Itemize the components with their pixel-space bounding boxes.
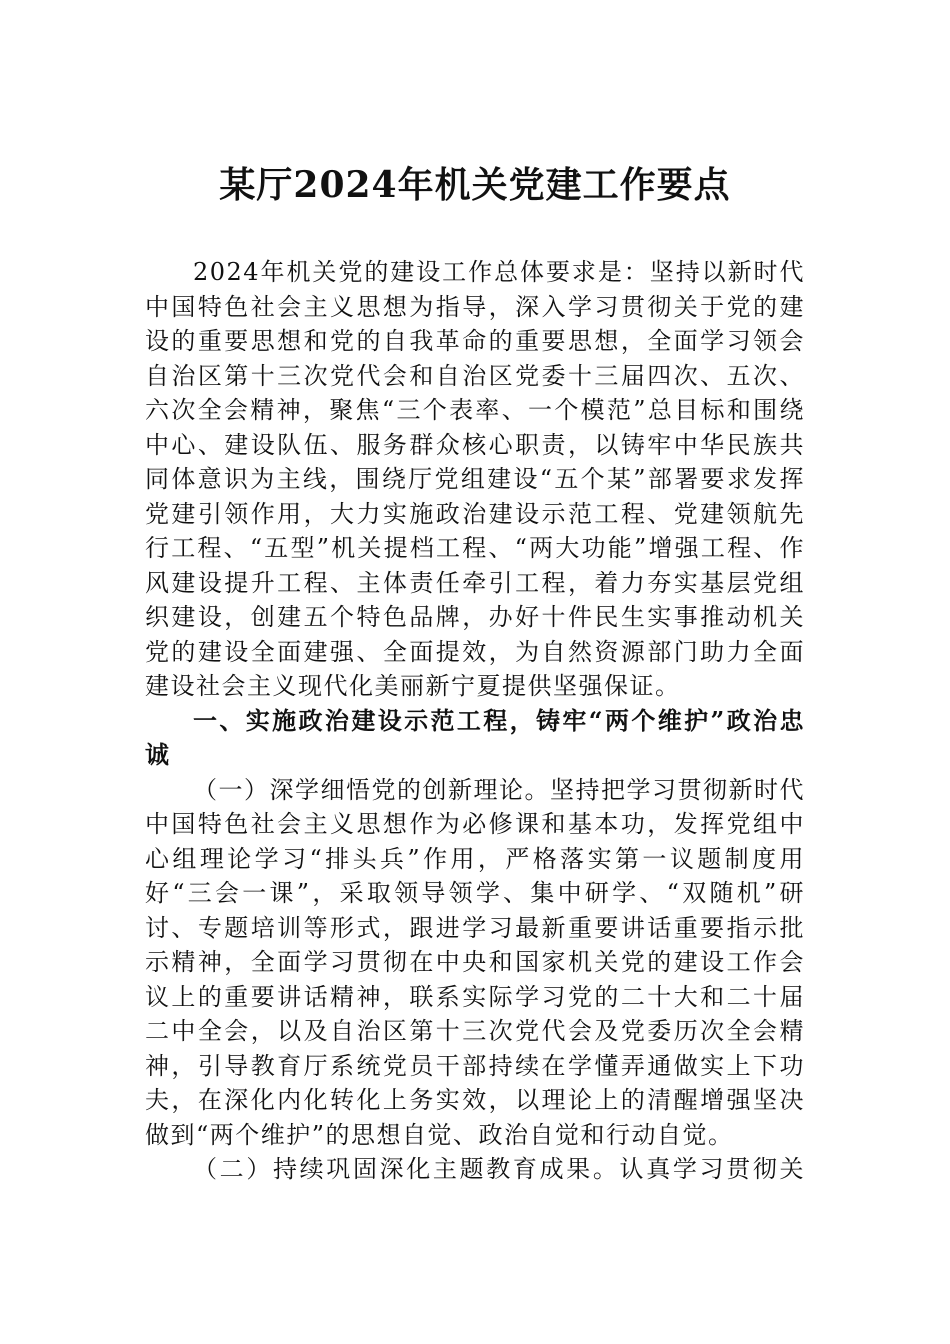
intro-paragraph: 2024年机关党的建设工作总体要求是：坚持以新时代中国特色社会主义思想为指导，深入学习贯彻关于党的建设的重要思想和党的自我革命的重要思想，全面学习领会自治区第十三次党代会和自治区党委十三届四次、五次、六次全会精神，聚焦“三个表率、一个模范”总目标和围绕中心、建设队伍、服务群众核心职责，以铸牢中华民族共同体意识为主线，围绕厅党组建设“五个某”部署要求发挥党建引领作用，大力实施政治建设示范工程、党建领航先行工程、“五型”机关提档工程、“两大功能”增强工程、作风建设提升工程、主体责任牵引工程，着力夯实基层党组织建设，创建五个特色品牌，办好十件民生实事推动机关党的建设全面建强、全面提效，为自然资源部门助力全面建设社会主义现代化美丽新宁夏提供坚强保证。 [145, 258, 805, 700]
item-lead-1: （一）深学细悟党的创新理论。 [193, 775, 550, 804]
item-paragraph-2 [145, 1152, 805, 1187]
item-body-1: 坚持把学习贯彻新时代中国特色社会主义思想作为必修课和基本功，发挥党组中心组理论学习“排头兵”作用，严格落实第一议题制度用好“三会一课”，采取领导领学、集中研学、“双随机”研讨、专题培训等形式，跟进学习最新重要讲话重要指示批示精神，全面学习贯彻在中央和国家机关党的建设工作会议上的重要讲话精神，联系实际学习党的二十大和二十届二中全会，以及自治区第十三次党代会及党委历次全会精神，引导教育厅系统党员干部持续在学懂弄通做实上下功夫，在深化内化转化上务实效，以理论上的清醒增强坚决做到“两个维护”的思想自觉、政治自觉和行动自觉。 [145, 775, 805, 1149]
document-body [145, 255, 805, 1187]
section-heading-1: 一、实施政治建设示范工程，铸牢“两个维护”政治忠诚 [145, 705, 805, 769]
item-body-2: 认真学习贯彻关 [619, 1155, 806, 1183]
item-lead-2: （二）持续巩固深化主题教育成果。 [193, 1155, 620, 1183]
document-title: 某厅2024年机关党建工作要点 [219, 164, 731, 206]
item-paragraph-1 [145, 773, 805, 1153]
